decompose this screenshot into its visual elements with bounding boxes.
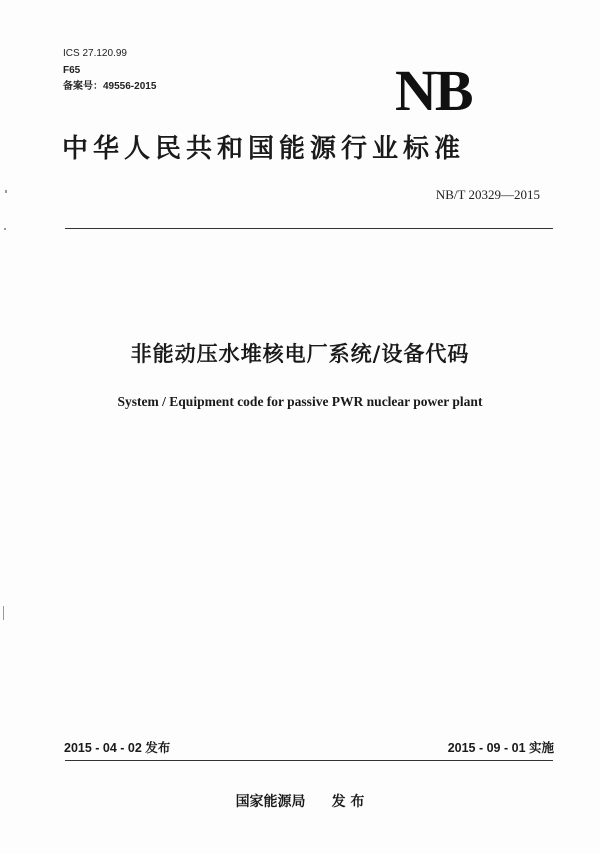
implementation-date: 2015 - 09 - 01 实施 [447, 741, 554, 755]
record-number: 备案号：49556-2015 [63, 81, 157, 92]
nb-logo: NB [395, 58, 472, 123]
ccs-code: F65 [63, 65, 81, 76]
issuer-name: 国家能源局 [235, 794, 306, 810]
document-title-english: System / Equipment code for passive PWR nuclear power plant [117, 394, 483, 409]
footer-divider [65, 760, 553, 761]
issuer-line [0, 792, 600, 812]
issue-date: 2015 - 04 - 02 发布 [64, 741, 171, 755]
standard-number: NB/T 20329—2015 [435, 187, 540, 202]
scan-speck [5, 190, 7, 193]
document-title-chinese: 非能动压水堆核电厂系统/设备代码 [130, 342, 470, 366]
scan-speck [4, 228, 6, 230]
scan-speck [3, 606, 4, 620]
header-divider [65, 228, 553, 229]
standard-category-title: 中华人民共和国能源行业标准 [62, 134, 466, 164]
issue-label: 发 布 [331, 794, 365, 810]
ics-code: ICS 27.120.99 [63, 48, 127, 59]
